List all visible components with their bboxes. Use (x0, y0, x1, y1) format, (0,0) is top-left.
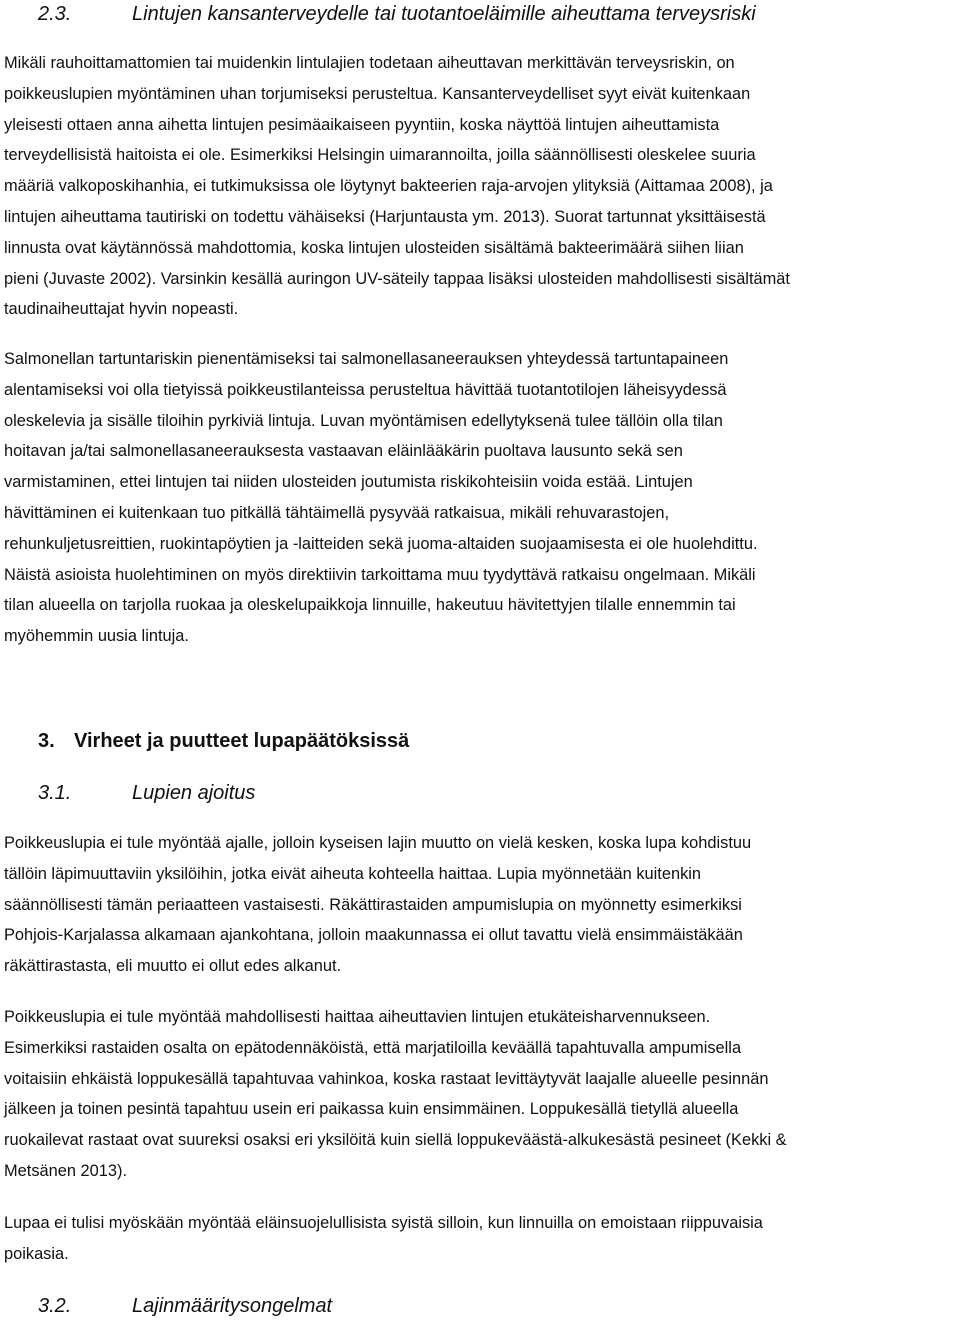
text-line: taudinaiheuttajat hyvin nopeasti. (4, 300, 239, 319)
text-line: poikasia. (4, 1244, 69, 1263)
text-line: tällöin läpimuuttaviin yksilöihin, jotka eivät aiheuta kohteella haittaa. Lupia myönnetään kuitenkin (4, 864, 702, 883)
section-title: Lupien ajoitus (132, 782, 256, 804)
text-line: lintujen aiheuttama tautiriski on todettu vähäiseksi (Harjuntausta ym. 2013). Suorat tartunnat yksittäisestä (4, 207, 766, 226)
text-line: terveydellisistä haitoista ei ole. Esimerkiksi Helsingin uimarannoilta, joilla säännöllisesti oleskelee suuria (4, 146, 756, 165)
text-line: säännöllisesti tämän periaatteen vastaisesti. Räkättirastaiden ampumislupia on myönnetty esimerkiksi (4, 895, 742, 914)
text-line: Lupaa ei tulisi myöskään myöntää eläinsuojelullisista syistä silloin, kun linnuilla on emoistaan riippuvaisia (4, 1214, 763, 1232)
text-line: Poikkeuslupia ei tule myöntää mahdollisesti haittaa aiheuttavien lintujen etukäteisharvennukseen. (4, 1008, 711, 1026)
text-line: rehunkuljetusreittien, ruokintapöytien ja -laitteiden sekä juoma-altaiden suojaamisesta ei ole huolehdittu. (4, 534, 758, 553)
text-line: ruokailevat rastaat ovat suureksi osaksi eri yksilöitä kuin siellä loppukeväästä-alkukesästä pesineet (Kekki & (4, 1131, 787, 1150)
text-line: Esimerkiksi rastaiden osalta on epätodennäköistä, että marjatiloilla keväällä tapahtuvalla ampumisella (4, 1038, 742, 1057)
text-line: varmistaminen, ettei lintujen tai niiden ulosteiden joutumista riskikohteisiin voida estää. Lintujen (4, 473, 693, 492)
text-line: yleisesti ottaen anna aihetta lintujen pesimäaikaiseen pyyntiin, koska näyttöä lintujen aiheuttamista (4, 115, 720, 134)
text-line: pieni (Juvaste 2002). Varsinkin kesällä auringon UV-säteily tappaa lisäksi ulosteiden mahdollisesti sisältämät (4, 269, 790, 288)
section-number: 3.1. (38, 782, 72, 804)
text-line: Metsänen 2013). (4, 1161, 128, 1180)
text-line: tilan alueella on tarjolla ruokaa ja oleskelupaikkoja linnuille, hakeutuu hävitettyjen tilalle ennemmin tai (4, 596, 736, 615)
text-line: linnusta ovat käytännössä mahdottomia, koska lintujen ulosteiden sisältämä bakteerimäärä siihen liian (4, 238, 744, 257)
section-number: 3. (38, 730, 55, 752)
text-line: määriä valkoposkihanhia, ei tutkimuksissa ole löytynyt bakteerien raja-arvojen ylityksiä (Aittamaa 2008), ja (4, 177, 773, 196)
paragraph-animal-welfare (4, 1208, 956, 1270)
text-line: hävittäminen ei kuitenkaan tuo pitkällä tähtäimellä pysyvää ratkaisua, mikäli rehuvarastojen, (4, 503, 670, 522)
section-title: Virheet ja puutteet lupapäätöksissä (74, 730, 410, 752)
text-line: jälkeen ja toinen pesintä tapahtuu usein eri paikassa kuin ensimmäinen. Loppukesällä tietyllä alueella (4, 1100, 739, 1119)
text-line: hoitavan ja/tai salmonellasaneerauksesta vastaavan eläinlääkärin puoltava lausunto sekä sen (4, 442, 683, 461)
text-line: myöhemmin uusia lintuja. (4, 627, 189, 646)
paragraph-health-risk (4, 48, 956, 325)
paragraph-license-timing (4, 828, 956, 982)
section-number: 2.3. (38, 3, 72, 25)
text-line: Pohjois-Karjalassa alkamaan ajankohtana, jolloin maakunnassa ei ollut tavattu vielä ensimmäistäkään (4, 926, 743, 945)
text-line: Mikäli rauhoittamattomien tai muidenkin lintulajien todetaan aiheuttavan merkittävän terveysriskin, on (4, 54, 735, 72)
section-title: Lintujen kansanterveydelle tai tuotantoeläimille aiheuttama terveysriski (132, 3, 756, 25)
text-line: Poikkeuslupia ei tule myöntää ajalle, jolloin kyseisen lajin muutto on vielä kesken, koska lupa kohdistuu (4, 834, 752, 852)
section-title: Lajinmääritysongelmat (132, 1295, 333, 1317)
paragraph-pre-thinning (4, 1002, 956, 1187)
text-line: voitaisiin ehkäistä loppukesällä tapahtuvaa vahinkoa, koska rastaat levittäytyvät laajalle alueelle pesinnän (4, 1069, 769, 1088)
text-line: Salmonellan tartuntariskin pienentämiseksi tai salmonellasaneerauksen yhteydessä tartuntapaineen (4, 350, 729, 368)
text-line: alentamiseksi voi olla tietyissä poikkeustilanteissa perusteltua hävittää tuotantotilojen läheisyydessä (4, 380, 727, 399)
section-number: 3.2. (38, 1295, 72, 1317)
paragraph-salmonella (4, 344, 956, 652)
text-line: Näistä asioista huolehtiminen on myös direktiivin tarkoittama muu tyydyttävä ratkaisu ongelmaan. Mikäli (4, 565, 756, 584)
text-line: räkättirastasta, eli muutto ei ollut edes alkanut. (4, 957, 342, 976)
text-line: poikkeuslupien myöntäminen uhan torjumiseksi perusteltua. Kansanterveydelliset syyt eivät kuitenkaan (4, 84, 751, 103)
text-line: oleskelevia ja sisälle tiloihin pyrkiviä lintuja. Luvan myöntämisen edellytyksenä tulee tällöin olla tilan (4, 411, 723, 430)
